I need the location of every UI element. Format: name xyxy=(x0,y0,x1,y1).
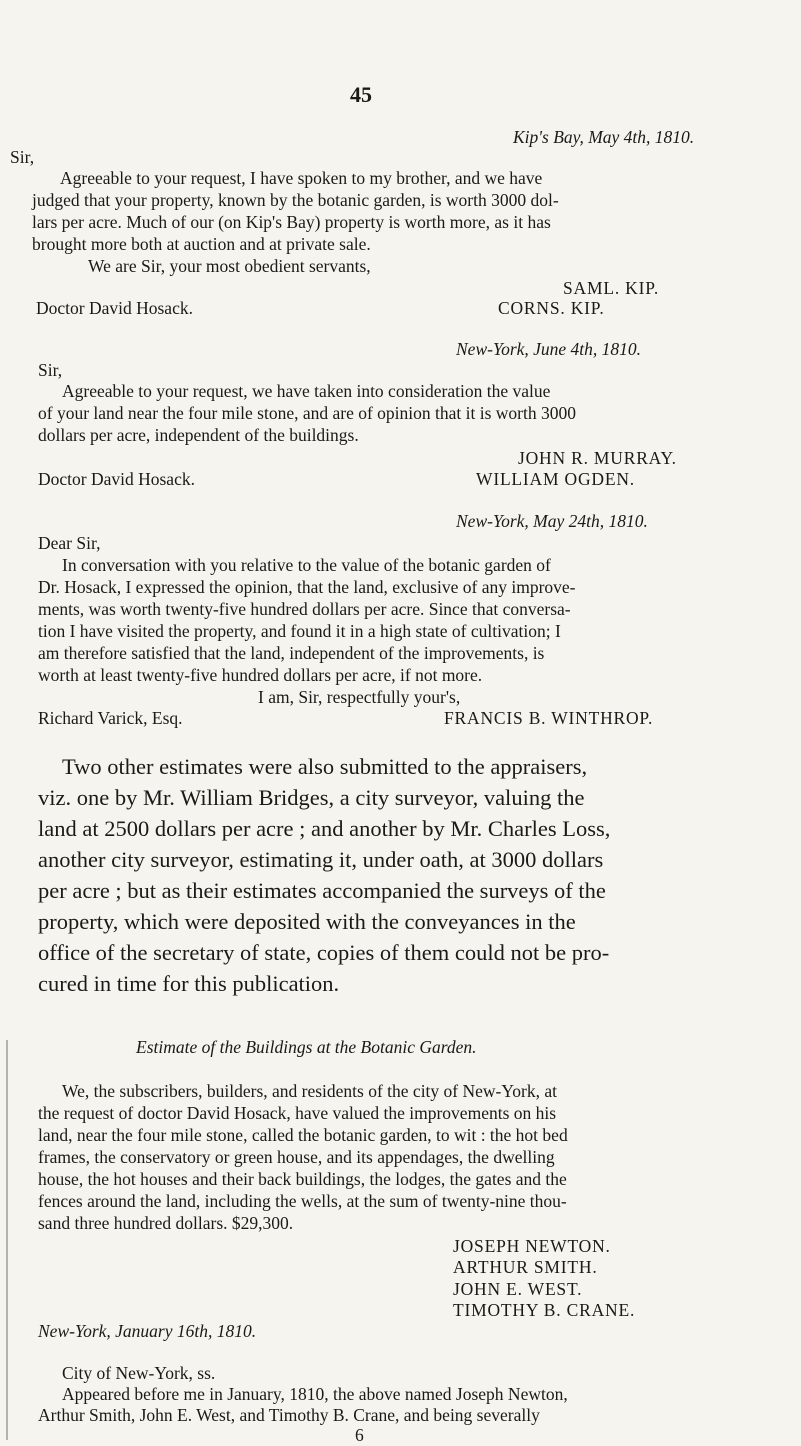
paragraph-line: cured in time for this publication. xyxy=(38,971,340,996)
letter-2-salutation: Sir, xyxy=(38,360,63,380)
estimate-line: sand three hundred dollars. $29,300. xyxy=(38,1213,294,1233)
estimate-signature: TIMOTHY B. CRANE. xyxy=(453,1300,636,1320)
paragraph-line: office of the secretary of state, copies of them could not be pro- xyxy=(38,940,610,965)
letter-2-signature: JOHN R. MURRAY. xyxy=(518,448,677,468)
paragraph-line: property, which were deposited with the conveyances in the xyxy=(38,909,576,934)
paragraph-line: Two other estimates were also submitted to the appraisers, xyxy=(62,754,588,779)
affidavit-line: Arthur Smith, John E. West, and Timothy B. Crane, and being severally xyxy=(38,1405,540,1425)
letter-2-line: of your land near the four mile stone, and are of opinion that it is worth 3000 xyxy=(38,403,576,423)
paragraph-line: viz. one by Mr. William Bridges, a city surveyor, valuing the xyxy=(38,785,585,810)
estimate-signature: JOSEPH NEWTON. xyxy=(453,1236,611,1256)
letter-1-salutation: Sir, xyxy=(10,147,35,167)
letter-2-signature: WILLIAM OGDEN. xyxy=(476,469,635,489)
binding-edge xyxy=(6,1040,8,1440)
letter-1-line: lars per acre. Much of our (on Kip's Bay) property is worth more, as it has xyxy=(32,212,551,232)
letter-1-signature: CORNS. KIP. xyxy=(498,298,605,318)
estimate-heading: Estimate of the Buildings at the Botanic Garden. xyxy=(136,1037,477,1057)
estimate-line: We, the subscribers, builders, and residents of the city of New-York, at xyxy=(62,1081,557,1101)
estimate-line: the request of doctor David Hosack, have valued the improvements on his xyxy=(38,1103,557,1123)
letter-3-line: worth at least twenty-five hundred dollars per acre, if not more. xyxy=(38,665,483,685)
letter-2-line: dollars per acre, independent of the buildings. xyxy=(38,425,359,445)
paragraph-line: per acre ; but as their estimates accompanied the surveys of the xyxy=(38,878,606,903)
letter-3-line: tion I have visited the property, and found it in a high state of cultivation; I xyxy=(38,621,561,641)
estimate-line: fences around the land, including the wells, at the sum of twenty-nine thou- xyxy=(38,1191,567,1211)
estimate-dateline: New-York, January 16th, 1810. xyxy=(38,1321,257,1341)
paragraph-line: another city surveyor, estimating it, under oath, at 3000 dollars xyxy=(38,847,604,872)
letter-2-addressee: Doctor David Hosack. xyxy=(38,469,195,489)
affidavit-line: Appeared before me in January, 1810, the above named Joseph Newton, xyxy=(62,1384,568,1404)
signature-mark: 6 xyxy=(355,1425,364,1445)
letter-3-line: am therefore satisfied that the land, independent of the improvements, is xyxy=(38,643,545,663)
letter-1-signature: SAML. KIP. xyxy=(563,278,660,298)
letter-3-dateline: New-York, May 24th, 1810. xyxy=(456,511,648,531)
letter-2-dateline: New-York, June 4th, 1810. xyxy=(456,339,642,359)
estimate-signature: ARTHUR SMITH. xyxy=(453,1257,598,1277)
letter-3-signature: FRANCIS B. WINTHROP. xyxy=(444,708,654,728)
letter-3-line: I am, Sir, respectfully your's, xyxy=(258,687,461,707)
letter-1-dateline: Kip's Bay, May 4th, 1810. xyxy=(513,127,695,147)
page-number: 45 xyxy=(350,82,372,107)
affidavit-line: City of New-York, ss. xyxy=(62,1363,216,1383)
letter-3-line: ments, was worth twenty-five hundred dollars per acre. Since that conversa- xyxy=(38,599,571,619)
estimate-line: frames, the conservatory or green house, and its appendages, the dwelling xyxy=(38,1147,555,1167)
letter-3-line: Dr. Hosack, I expressed the opinion, that the land, exclusive of any improve- xyxy=(38,577,576,597)
estimate-signature: JOHN E. WEST. xyxy=(453,1279,583,1299)
letter-2-line: Agreeable to your request, we have taken into consideration the value xyxy=(62,381,551,401)
letter-1-line: Agreeable to your request, I have spoken to my brother, and we have xyxy=(60,168,543,188)
estimate-line: land, near the four mile stone, called the botanic garden, to wit : the hot bed xyxy=(38,1125,568,1145)
letter-3-addressee: Richard Varick, Esq. xyxy=(38,708,183,728)
letter-3-line: In conversation with you relative to the value of the botanic garden of xyxy=(62,555,551,575)
letter-1-addressee: Doctor David Hosack. xyxy=(36,298,193,318)
paragraph-line: land at 2500 dollars per acre ; and another by Mr. Charles Loss, xyxy=(38,816,611,841)
letter-1-line: We are Sir, your most obedient servants, xyxy=(88,256,371,276)
estimate-line: house, the hot houses and their back buildings, the lodges, the gates and the xyxy=(38,1169,567,1189)
letter-1-line: judged that your property, known by the botanic garden, is worth 3000 dol- xyxy=(32,190,559,210)
letter-3-salutation: Dear Sir, xyxy=(38,533,101,553)
letter-1-line: brought more both at auction and at private sale. xyxy=(32,234,371,254)
